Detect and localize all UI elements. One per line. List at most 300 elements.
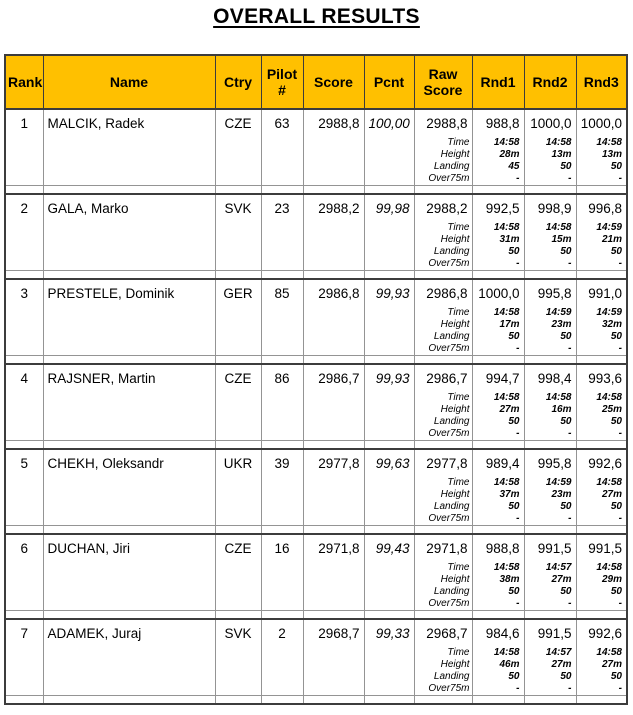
empty-cell xyxy=(5,137,43,149)
table-header xyxy=(5,55,627,109)
empty-cell xyxy=(215,173,261,186)
rnd1-score-cell: 984,6 xyxy=(472,619,524,647)
empty-cell xyxy=(43,222,215,234)
result-main-row xyxy=(5,534,627,562)
score-cell: 2988,8 xyxy=(303,109,364,137)
landing-rnd2-cell: 50 xyxy=(524,416,576,428)
landing-rnd3-cell: 50 xyxy=(576,246,627,258)
pcnt-cell: 100,00 xyxy=(364,109,414,137)
height-rnd1-cell: 38m xyxy=(472,574,524,586)
over75m-row xyxy=(5,598,627,611)
empty-cell xyxy=(261,683,303,696)
col-header-ctry: Ctry xyxy=(215,55,261,109)
empty-cell xyxy=(215,696,261,705)
height-rnd2-cell: 15m xyxy=(524,234,576,246)
empty-cell xyxy=(303,392,364,404)
empty-cell xyxy=(5,343,43,356)
empty-cell xyxy=(5,222,43,234)
empty-cell xyxy=(215,611,261,620)
height-row xyxy=(5,659,627,671)
empty-cell xyxy=(43,161,215,173)
pilot-number-cell: 86 xyxy=(261,364,303,392)
empty-cell xyxy=(364,271,414,280)
time-rnd3-cell: 14:58 xyxy=(576,647,627,659)
empty-cell xyxy=(5,513,43,526)
empty-cell xyxy=(43,598,215,611)
empty-cell xyxy=(303,513,364,526)
landing-rnd2-cell: 50 xyxy=(524,246,576,258)
empty-cell xyxy=(364,526,414,535)
empty-cell xyxy=(261,428,303,441)
empty-cell xyxy=(43,234,215,246)
over75m-rnd1-cell: - xyxy=(472,598,524,611)
empty-cell xyxy=(43,173,215,186)
col-header-name: Name xyxy=(43,55,215,109)
empty-cell xyxy=(472,696,524,705)
empty-cell xyxy=(215,574,261,586)
empty-cell xyxy=(43,562,215,574)
empty-cell xyxy=(215,416,261,428)
empty-cell xyxy=(524,526,576,535)
height-rnd1-cell: 31m xyxy=(472,234,524,246)
landing-rnd2-cell: 50 xyxy=(524,161,576,173)
empty-cell xyxy=(215,501,261,513)
empty-cell xyxy=(5,392,43,404)
result-block xyxy=(5,109,627,194)
empty-cell xyxy=(43,428,215,441)
over75m-row xyxy=(5,513,627,526)
empty-cell xyxy=(303,173,364,186)
empty-cell xyxy=(414,356,472,365)
empty-cell xyxy=(303,234,364,246)
empty-cell xyxy=(43,271,215,280)
empty-cell xyxy=(303,501,364,513)
empty-cell xyxy=(364,441,414,450)
height-row xyxy=(5,574,627,586)
empty-cell xyxy=(303,696,364,705)
pilot-number-cell: 2 xyxy=(261,619,303,647)
pilot-number-cell: 16 xyxy=(261,534,303,562)
empty-cell xyxy=(364,173,414,186)
empty-cell xyxy=(215,586,261,598)
empty-cell xyxy=(43,611,215,620)
rnd3-score-cell: 992,6 xyxy=(576,619,627,647)
empty-cell xyxy=(364,404,414,416)
result-block xyxy=(5,449,627,534)
empty-cell xyxy=(303,598,364,611)
empty-cell xyxy=(5,683,43,696)
block-spacer-row xyxy=(5,696,627,705)
empty-cell xyxy=(261,562,303,574)
pcnt-cell: 99,33 xyxy=(364,619,414,647)
empty-cell xyxy=(215,489,261,501)
empty-cell xyxy=(5,234,43,246)
over75m-rnd2-cell: - xyxy=(524,173,576,186)
rank-cell: 6 xyxy=(5,534,43,562)
empty-cell xyxy=(215,271,261,280)
empty-cell xyxy=(5,489,43,501)
empty-cell xyxy=(364,149,414,161)
result-main-row xyxy=(5,449,627,477)
over75m-label: Over75m xyxy=(414,258,472,271)
empty-cell xyxy=(215,161,261,173)
empty-cell xyxy=(576,356,627,365)
empty-cell xyxy=(303,161,364,173)
empty-cell xyxy=(472,356,524,365)
empty-cell xyxy=(261,271,303,280)
empty-cell xyxy=(364,416,414,428)
landing-rnd1-cell: 50 xyxy=(472,246,524,258)
height-rnd2-cell: 16m xyxy=(524,404,576,416)
col-header-rnd1: Rnd1 xyxy=(472,55,524,109)
empty-cell xyxy=(43,513,215,526)
over75m-label: Over75m xyxy=(414,683,472,696)
over75m-rnd1-cell: - xyxy=(472,428,524,441)
landing-label: Landing xyxy=(414,501,472,513)
rnd1-score-cell: 988,8 xyxy=(472,109,524,137)
empty-cell xyxy=(303,683,364,696)
over75m-rnd3-cell: - xyxy=(576,598,627,611)
empty-cell xyxy=(364,319,414,331)
empty-cell xyxy=(364,574,414,586)
empty-cell xyxy=(215,404,261,416)
over75m-rnd1-cell: - xyxy=(472,513,524,526)
empty-cell xyxy=(576,271,627,280)
empty-cell xyxy=(303,137,364,149)
landing-rnd1-cell: 50 xyxy=(472,586,524,598)
col-header-pilot-number: Pilot # xyxy=(261,55,303,109)
landing-rnd3-cell: 50 xyxy=(576,331,627,343)
time-rnd2-cell: 14:59 xyxy=(524,307,576,319)
empty-cell xyxy=(5,246,43,258)
height-rnd2-cell: 27m xyxy=(524,574,576,586)
empty-cell xyxy=(43,441,215,450)
empty-cell xyxy=(414,526,472,535)
empty-cell xyxy=(303,319,364,331)
empty-cell xyxy=(364,671,414,683)
empty-cell xyxy=(5,598,43,611)
result-main-row xyxy=(5,194,627,222)
pcnt-cell: 99,63 xyxy=(364,449,414,477)
over75m-rnd1-cell: - xyxy=(472,683,524,696)
empty-cell xyxy=(43,186,215,195)
height-row xyxy=(5,489,627,501)
empty-cell xyxy=(5,149,43,161)
raw-score-cell: 2977,8 xyxy=(414,449,472,477)
empty-cell xyxy=(303,416,364,428)
landing-row xyxy=(5,161,627,173)
empty-cell xyxy=(303,404,364,416)
landing-rnd3-cell: 50 xyxy=(576,416,627,428)
empty-cell xyxy=(414,441,472,450)
rank-cell: 2 xyxy=(5,194,43,222)
empty-cell xyxy=(5,659,43,671)
empty-cell xyxy=(43,574,215,586)
time-rnd1-cell: 14:58 xyxy=(472,222,524,234)
pcnt-cell: 99,93 xyxy=(364,364,414,392)
rnd2-score-cell: 991,5 xyxy=(524,619,576,647)
over75m-label: Over75m xyxy=(414,343,472,356)
empty-cell xyxy=(364,586,414,598)
height-rnd2-cell: 27m xyxy=(524,659,576,671)
empty-cell xyxy=(303,258,364,271)
landing-rnd3-cell: 50 xyxy=(576,501,627,513)
empty-cell xyxy=(215,477,261,489)
empty-cell xyxy=(43,477,215,489)
empty-cell xyxy=(303,343,364,356)
empty-cell xyxy=(364,392,414,404)
empty-cell xyxy=(5,611,43,620)
empty-cell xyxy=(364,331,414,343)
time-rnd2-cell: 14:59 xyxy=(524,477,576,489)
over75m-row xyxy=(5,258,627,271)
pilot-name-cell: MALCIK, Radek xyxy=(43,109,215,137)
empty-cell xyxy=(215,683,261,696)
over75m-rnd3-cell: - xyxy=(576,683,627,696)
col-header-score: Score xyxy=(303,55,364,109)
pcnt-cell: 99,43 xyxy=(364,534,414,562)
empty-cell xyxy=(5,647,43,659)
time-rnd3-cell: 14:59 xyxy=(576,222,627,234)
empty-cell xyxy=(43,137,215,149)
result-main-row xyxy=(5,364,627,392)
country-cell: SVK xyxy=(215,619,261,647)
height-rnd1-cell: 46m xyxy=(472,659,524,671)
result-main-row xyxy=(5,109,627,137)
empty-cell xyxy=(364,234,414,246)
country-cell: CZE xyxy=(215,534,261,562)
time-rnd3-cell: 14:58 xyxy=(576,392,627,404)
col-header-pcnt: Pcnt xyxy=(364,55,414,109)
empty-cell xyxy=(43,404,215,416)
empty-cell xyxy=(215,659,261,671)
empty-cell xyxy=(364,258,414,271)
landing-rnd3-cell: 50 xyxy=(576,671,627,683)
height-rnd3-cell: 32m xyxy=(576,319,627,331)
landing-label: Landing xyxy=(414,586,472,598)
empty-cell xyxy=(364,696,414,705)
empty-cell xyxy=(215,562,261,574)
pilot-name-cell: ADAMEK, Juraj xyxy=(43,619,215,647)
raw-score-cell: 2988,2 xyxy=(414,194,472,222)
height-rnd1-cell: 28m xyxy=(472,149,524,161)
empty-cell xyxy=(215,222,261,234)
empty-cell xyxy=(261,246,303,258)
time-row xyxy=(5,222,627,234)
empty-cell xyxy=(364,562,414,574)
rank-cell: 5 xyxy=(5,449,43,477)
empty-cell xyxy=(43,246,215,258)
rnd3-score-cell: 996,8 xyxy=(576,194,627,222)
empty-cell xyxy=(5,586,43,598)
empty-cell xyxy=(5,319,43,331)
height-label: Height xyxy=(414,659,472,671)
empty-cell xyxy=(5,574,43,586)
over75m-label: Over75m xyxy=(414,513,472,526)
landing-rnd1-cell: 50 xyxy=(472,671,524,683)
empty-cell xyxy=(261,173,303,186)
score-cell: 2968,7 xyxy=(303,619,364,647)
rank-cell: 7 xyxy=(5,619,43,647)
empty-cell xyxy=(414,271,472,280)
empty-cell xyxy=(261,149,303,161)
time-rnd3-cell: 14:58 xyxy=(576,477,627,489)
empty-cell xyxy=(5,562,43,574)
empty-cell xyxy=(261,659,303,671)
rnd2-score-cell: 995,8 xyxy=(524,279,576,307)
empty-cell xyxy=(261,416,303,428)
empty-cell xyxy=(364,343,414,356)
empty-cell xyxy=(5,501,43,513)
empty-cell xyxy=(524,271,576,280)
empty-cell xyxy=(261,392,303,404)
rnd1-score-cell: 989,4 xyxy=(472,449,524,477)
height-row xyxy=(5,149,627,161)
empty-cell xyxy=(576,696,627,705)
empty-cell xyxy=(364,307,414,319)
rnd3-score-cell: 991,5 xyxy=(576,534,627,562)
time-label: Time xyxy=(414,477,472,489)
empty-cell xyxy=(215,392,261,404)
empty-cell xyxy=(524,611,576,620)
landing-row xyxy=(5,246,627,258)
result-main-row xyxy=(5,619,627,647)
rnd1-score-cell: 1000,0 xyxy=(472,279,524,307)
landing-rnd2-cell: 50 xyxy=(524,331,576,343)
over75m-label: Over75m xyxy=(414,428,472,441)
empty-cell xyxy=(303,526,364,535)
empty-cell xyxy=(261,489,303,501)
block-spacer-row xyxy=(5,526,627,535)
empty-cell xyxy=(5,696,43,705)
time-rnd2-cell: 14:58 xyxy=(524,392,576,404)
empty-cell xyxy=(261,477,303,489)
over75m-row xyxy=(5,343,627,356)
empty-cell xyxy=(364,598,414,611)
height-rnd2-cell: 23m xyxy=(524,319,576,331)
empty-cell xyxy=(215,186,261,195)
empty-cell xyxy=(364,647,414,659)
over75m-rnd2-cell: - xyxy=(524,683,576,696)
empty-cell xyxy=(215,149,261,161)
empty-cell xyxy=(261,319,303,331)
height-rnd1-cell: 27m xyxy=(472,404,524,416)
empty-cell xyxy=(43,319,215,331)
raw-score-cell: 2986,8 xyxy=(414,279,472,307)
empty-cell xyxy=(261,356,303,365)
empty-cell xyxy=(5,173,43,186)
empty-cell xyxy=(303,307,364,319)
rnd3-score-cell: 993,6 xyxy=(576,364,627,392)
height-label: Height xyxy=(414,234,472,246)
time-rnd2-cell: 14:57 xyxy=(524,562,576,574)
empty-cell xyxy=(5,258,43,271)
empty-cell xyxy=(364,356,414,365)
empty-cell xyxy=(261,574,303,586)
empty-cell xyxy=(524,356,576,365)
empty-cell xyxy=(261,441,303,450)
empty-cell xyxy=(576,526,627,535)
over75m-row xyxy=(5,173,627,186)
empty-cell xyxy=(5,161,43,173)
landing-row xyxy=(5,331,627,343)
height-rnd3-cell: 21m xyxy=(576,234,627,246)
country-cell: CZE xyxy=(215,364,261,392)
result-block xyxy=(5,534,627,619)
landing-label: Landing xyxy=(414,161,472,173)
empty-cell xyxy=(261,526,303,535)
empty-cell xyxy=(43,392,215,404)
rank-cell: 3 xyxy=(5,279,43,307)
time-row xyxy=(5,477,627,489)
empty-cell xyxy=(303,562,364,574)
col-header-rnd2: Rnd2 xyxy=(524,55,576,109)
rnd3-score-cell: 1000,0 xyxy=(576,109,627,137)
empty-cell xyxy=(303,671,364,683)
empty-cell xyxy=(364,489,414,501)
height-rnd3-cell: 27m xyxy=(576,659,627,671)
empty-cell xyxy=(261,671,303,683)
empty-cell xyxy=(215,598,261,611)
header-row xyxy=(5,55,627,109)
col-header-rnd3: Rnd3 xyxy=(576,55,627,109)
time-label: Time xyxy=(414,647,472,659)
landing-rnd1-cell: 45 xyxy=(472,161,524,173)
block-spacer-row xyxy=(5,356,627,365)
height-rnd1-cell: 37m xyxy=(472,489,524,501)
empty-cell xyxy=(215,246,261,258)
empty-cell xyxy=(5,416,43,428)
time-label: Time xyxy=(414,562,472,574)
landing-rnd2-cell: 50 xyxy=(524,671,576,683)
pilot-name-cell: PRESTELE, Dominik xyxy=(43,279,215,307)
landing-rnd1-cell: 50 xyxy=(472,501,524,513)
over75m-rnd3-cell: - xyxy=(576,343,627,356)
score-cell: 2986,7 xyxy=(303,364,364,392)
rnd1-score-cell: 992,5 xyxy=(472,194,524,222)
over75m-rnd2-cell: - xyxy=(524,343,576,356)
empty-cell xyxy=(364,659,414,671)
empty-cell xyxy=(43,149,215,161)
empty-cell xyxy=(215,258,261,271)
time-row xyxy=(5,307,627,319)
over75m-rnd3-cell: - xyxy=(576,258,627,271)
empty-cell xyxy=(303,477,364,489)
empty-cell xyxy=(303,428,364,441)
empty-cell xyxy=(43,586,215,598)
empty-cell xyxy=(215,331,261,343)
result-block xyxy=(5,619,627,704)
empty-cell xyxy=(261,137,303,149)
time-row xyxy=(5,137,627,149)
empty-cell xyxy=(43,501,215,513)
empty-cell xyxy=(261,186,303,195)
empty-cell xyxy=(261,258,303,271)
height-rnd3-cell: 13m xyxy=(576,149,627,161)
over75m-rnd3-cell: - xyxy=(576,428,627,441)
empty-cell xyxy=(215,526,261,535)
landing-label: Landing xyxy=(414,416,472,428)
height-label: Height xyxy=(414,149,472,161)
time-rnd2-cell: 14:58 xyxy=(524,137,576,149)
empty-cell xyxy=(261,647,303,659)
block-spacer-row xyxy=(5,186,627,195)
landing-rnd1-cell: 50 xyxy=(472,416,524,428)
over75m-rnd2-cell: - xyxy=(524,513,576,526)
empty-cell xyxy=(261,234,303,246)
empty-cell xyxy=(215,319,261,331)
empty-cell xyxy=(5,671,43,683)
